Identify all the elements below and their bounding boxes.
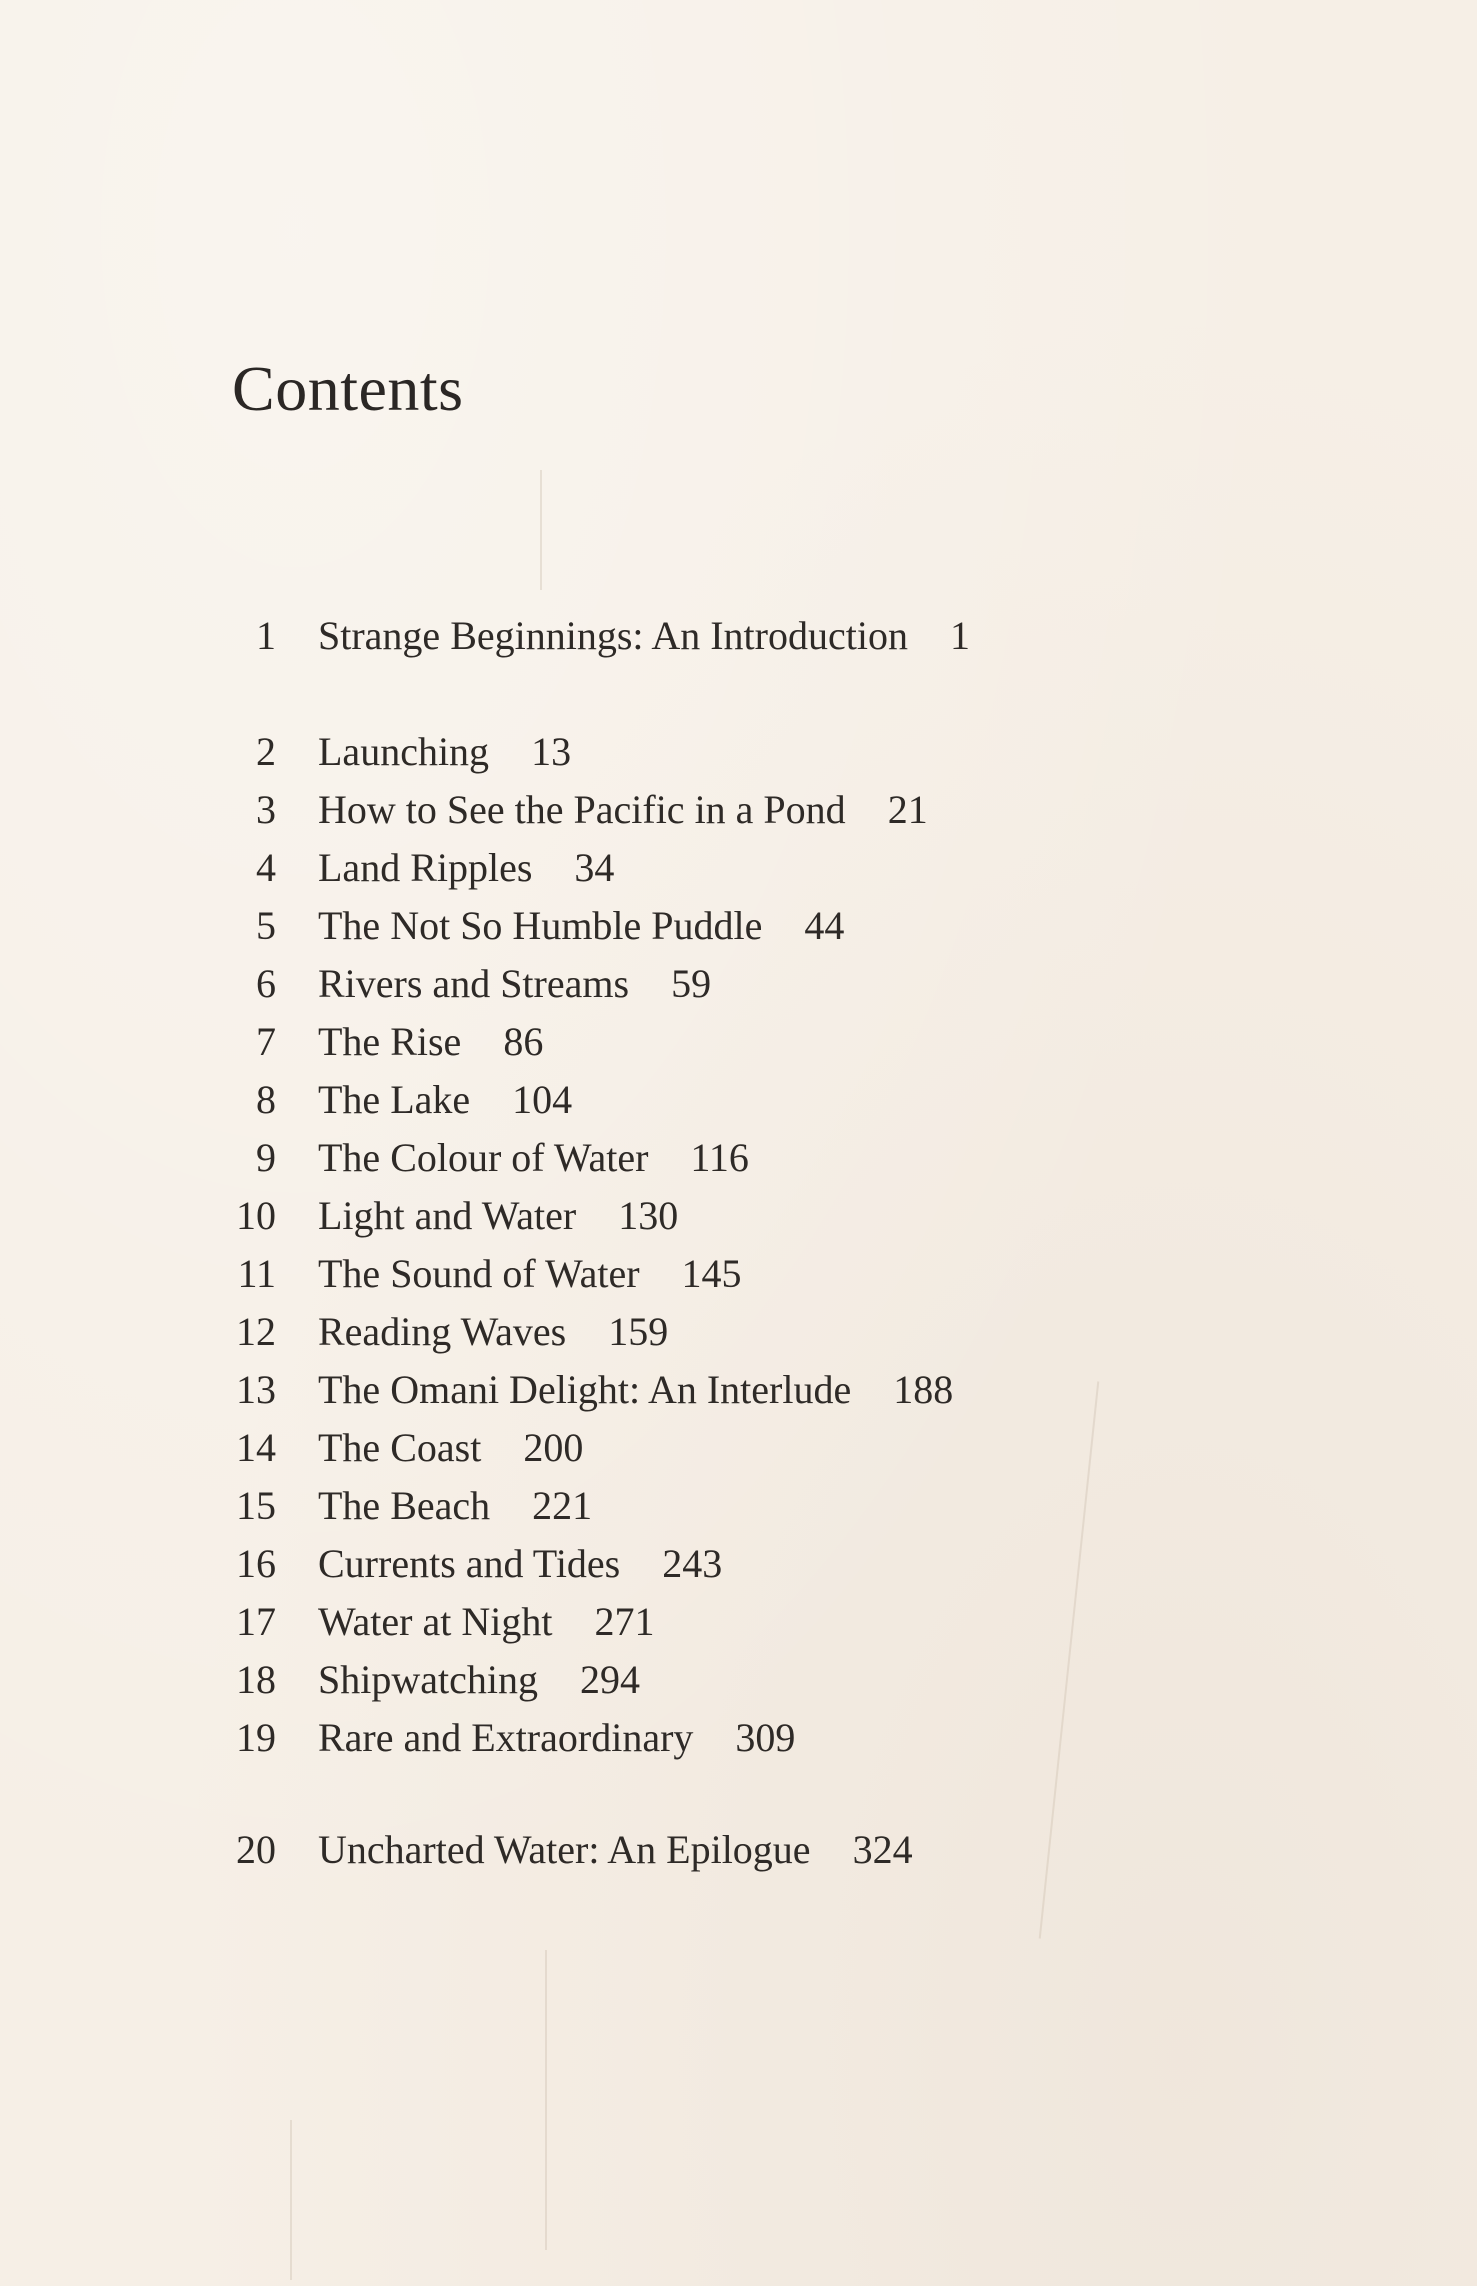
table-of-contents xyxy=(200,0,1300,2286)
chapter-page-number: 1 xyxy=(949,613,970,658)
toc-entry xyxy=(200,1192,678,1240)
chapter-page-number: 188 xyxy=(893,1367,954,1412)
toc-entry xyxy=(200,1018,543,1066)
chapter-page-number: 145 xyxy=(681,1251,742,1296)
toc-entry xyxy=(200,844,614,892)
chapter-page-number: 324 xyxy=(852,1827,913,1872)
chapter-page-number: 13 xyxy=(531,729,572,774)
chapter-title: The Lake xyxy=(318,1077,471,1122)
chapter-title: Light and Water xyxy=(318,1193,577,1238)
chapter-number: 17 xyxy=(236,1599,276,1644)
chapter-title: The Sound of Water xyxy=(318,1251,640,1296)
toc-entry xyxy=(200,1656,640,1704)
toc-entry xyxy=(200,1482,592,1530)
chapter-number: 20 xyxy=(236,1827,276,1872)
toc-entry xyxy=(200,1714,795,1762)
chapter-title: The Coast xyxy=(318,1425,482,1470)
chapter-page-number: 221 xyxy=(532,1483,593,1528)
chapter-title: Land Ripples xyxy=(318,845,533,890)
chapter-page-number: 21 xyxy=(887,787,928,832)
chapter-page-number: 104 xyxy=(512,1077,573,1122)
chapter-title: Launching xyxy=(318,729,490,774)
toc-entry xyxy=(200,1598,654,1646)
chapter-title: The Rise xyxy=(318,1019,462,1064)
chapter-title: Rare and Extraordinary xyxy=(318,1715,694,1760)
chapter-page-number: 116 xyxy=(690,1135,749,1180)
toc-entry xyxy=(200,1826,913,1874)
toc-entry xyxy=(200,1076,572,1124)
chapter-title: How to See the Pacific in a Pond xyxy=(318,787,846,832)
chapter-number: 19 xyxy=(236,1715,276,1760)
toc-entry xyxy=(200,1424,583,1472)
toc-entry xyxy=(200,1134,749,1182)
chapter-number: 5 xyxy=(256,903,276,948)
chapter-number: 6 xyxy=(256,961,276,1006)
toc-entry xyxy=(200,902,844,950)
toc-entry xyxy=(200,960,711,1008)
toc-entry xyxy=(200,1250,742,1298)
chapter-title: Water at Night xyxy=(318,1599,553,1644)
toc-entry xyxy=(200,728,571,776)
chapter-page-number: 34 xyxy=(574,845,615,890)
chapter-number: 4 xyxy=(256,845,276,890)
toc-entry xyxy=(200,1308,668,1356)
chapter-title: Uncharted Water: An Epilogue xyxy=(318,1827,811,1872)
chapter-number: 11 xyxy=(237,1251,276,1296)
chapter-number: 10 xyxy=(236,1193,276,1238)
chapter-title: Reading Waves xyxy=(318,1309,567,1354)
chapter-page-number: 243 xyxy=(662,1541,723,1586)
chapter-number: 3 xyxy=(256,787,276,832)
toc-entry xyxy=(200,612,970,660)
chapter-number: 7 xyxy=(256,1019,276,1064)
chapter-page-number: 294 xyxy=(579,1657,640,1702)
chapter-number: 18 xyxy=(236,1657,276,1702)
chapter-title: Currents and Tides xyxy=(318,1541,621,1586)
chapter-page-number: 271 xyxy=(594,1599,655,1644)
chapter-number: 15 xyxy=(236,1483,276,1528)
toc-entry xyxy=(200,786,928,834)
chapter-page-number: 130 xyxy=(618,1193,679,1238)
chapter-number: 9 xyxy=(256,1135,276,1180)
chapter-page-number: 309 xyxy=(735,1715,796,1760)
chapter-number: 2 xyxy=(256,729,276,774)
chapter-number: 16 xyxy=(236,1541,276,1586)
page-title: Contents xyxy=(232,353,464,424)
chapter-page-number: 159 xyxy=(608,1309,669,1354)
toc-entry xyxy=(200,1540,722,1588)
chapter-title: The Not So Humble Puddle xyxy=(318,903,763,948)
chapter-title: Strange Beginnings: An Introduction xyxy=(318,613,908,658)
chapter-title: Rivers and Streams xyxy=(318,961,630,1006)
chapter-title: The Colour of Water xyxy=(318,1135,649,1180)
chapter-number: 13 xyxy=(236,1367,276,1412)
chapter-number: 12 xyxy=(236,1309,276,1354)
chapter-number: 8 xyxy=(256,1077,276,1122)
chapter-page-number: 59 xyxy=(671,961,712,1006)
chapter-number: 14 xyxy=(236,1425,276,1470)
chapter-number: 1 xyxy=(256,613,276,658)
chapter-page-number: 86 xyxy=(503,1019,544,1064)
chapter-page-number: 44 xyxy=(804,903,845,948)
chapter-title: Shipwatching xyxy=(318,1657,538,1702)
chapter-title: The Beach xyxy=(318,1483,491,1528)
toc-entry xyxy=(200,1366,953,1414)
chapter-title: The Omani Delight: An Interlude xyxy=(318,1367,852,1412)
chapter-page-number: 200 xyxy=(523,1425,584,1470)
